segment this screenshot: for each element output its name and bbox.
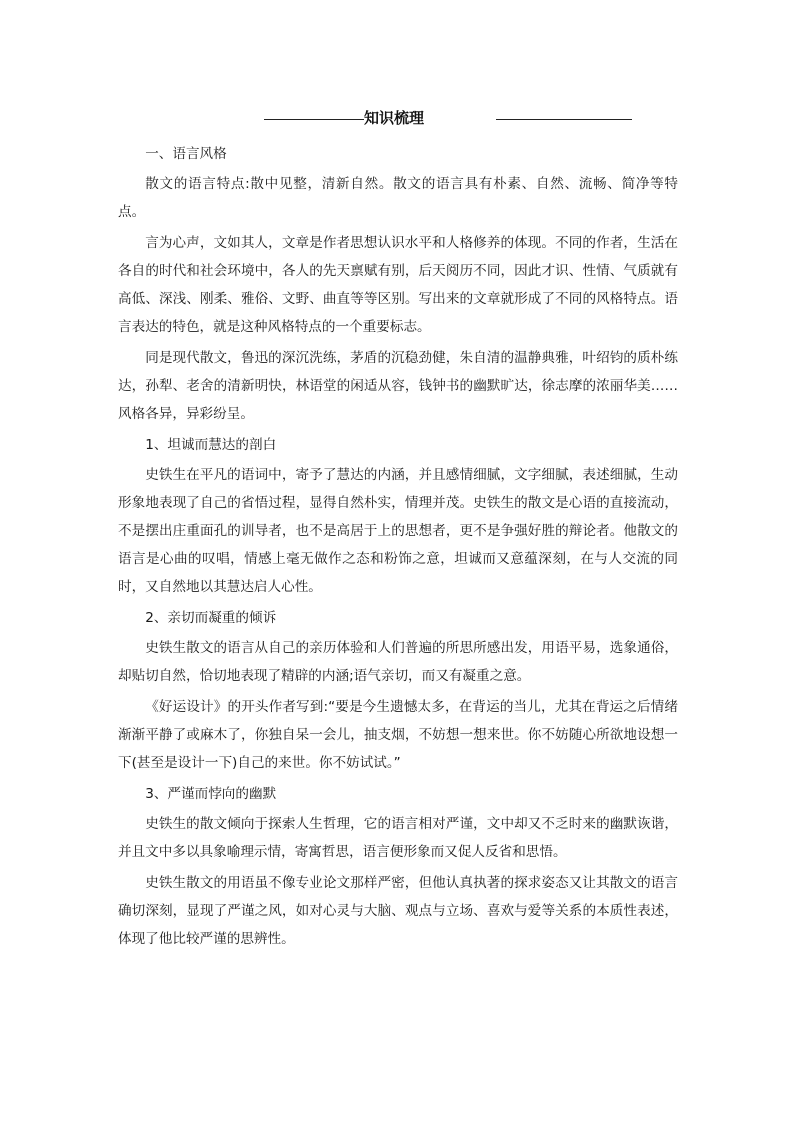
paragraph: 同是现代散文，鲁迅的深沉洗练，茅盾的沉稳劲健，朱自清的温静典雅，叶绍钧的质朴练达，孙犁、老舍的清新明快，林语堂的闲适从容，钱钟书的幽默旷达，徐志摩的浓丽华美……风格各异，异彩纷呈。 (118, 350, 678, 422)
subheading-2: 2、亲切而凝重的倾诉 (145, 610, 277, 626)
document-body (118, 140, 678, 953)
section-heading-language-style: 一、语言风格 (145, 146, 227, 162)
title-row (0, 106, 793, 130)
title-rule-right (496, 119, 632, 120)
paragraph: 史铁生的散文倾向于探索人生哲理，它的语言相对严谨，文中却又不乏时来的幽默诙谐，并且文中多以具象喻理示情，寄寓哲思，语言便形象而又促人反省和思悟。 (118, 816, 678, 860)
paragraph: 散文的语言特点:散中见整，清新自然。散文的语言具有朴素、自然、流畅、简净等特点。 (118, 176, 678, 220)
title-rule-left (264, 119, 364, 120)
paragraph: 史铁生散文的用语虽不像专业论文那样严密，但他认真执著的探求姿态又让其散文的语言确切深刻，显现了严谨之风，如对心灵与大脑、观点与立场、喜欢与爱等关系的本质性表述，体现了他比较严谨的思辨性。 (118, 875, 678, 947)
paragraph: 史铁生散文的语言从自己的亲历体验和人们普遍的所思所感出发，用语平易，选象通俗，却贴切自然，恰切地表现了精辟的内涵;语气亲切，而又有凝重之意。 (118, 640, 678, 684)
subheading-3: 3、严谨而悖向的幽默 (145, 786, 277, 802)
subheading-1: 1、坦诚而慧达的剖白 (145, 437, 277, 453)
paragraph: 《好运设计》的开头作者写到:“要是今生遗憾太多，在背运的当儿，尤其在背运之后情绪渐渐平静了或麻木了，你独自呆一会儿，抽支烟，不妨想一想来世。你不妨随心所欲地设想一下(甚至是设计一下)自己的来世。你不妨试试。” (118, 699, 678, 771)
page-title: 知识梳理 (364, 109, 425, 127)
paragraph: 言为心声，文如其人，文章是作者思想认识水平和人格修养的体现。不同的作者，生活在各自的时代和社会环境中，各人的先天禀赋有别，后天阅历不同，因此才识、性情、气质就有高低、深浅、刚柔、雅俗、文野、曲直等等区别。写出来的文章就形成了不同的风格特点。语言表达的特色，就是这种风格特点的一个重要标志。 (118, 235, 678, 335)
paragraph: 史铁生在平凡的语词中，寄予了慧达的内涵，并且感情细腻，文字细腻，表述细腻，生动形象地表现了自己的省悟过程，显得自然朴实，情理并茂。史铁生的散文是心语的直接流动，不是摆出庄重面孔的训导者，也不是高居于上的思想者，更不是争强好胜的辩论者。他散文的语言是心曲的叹唱，情感上毫无做作之态和粉饰之意，坦诚而又意蕴深刻，在与人交流的同时，又自然地以其慧达启人心性。 (118, 467, 678, 595)
